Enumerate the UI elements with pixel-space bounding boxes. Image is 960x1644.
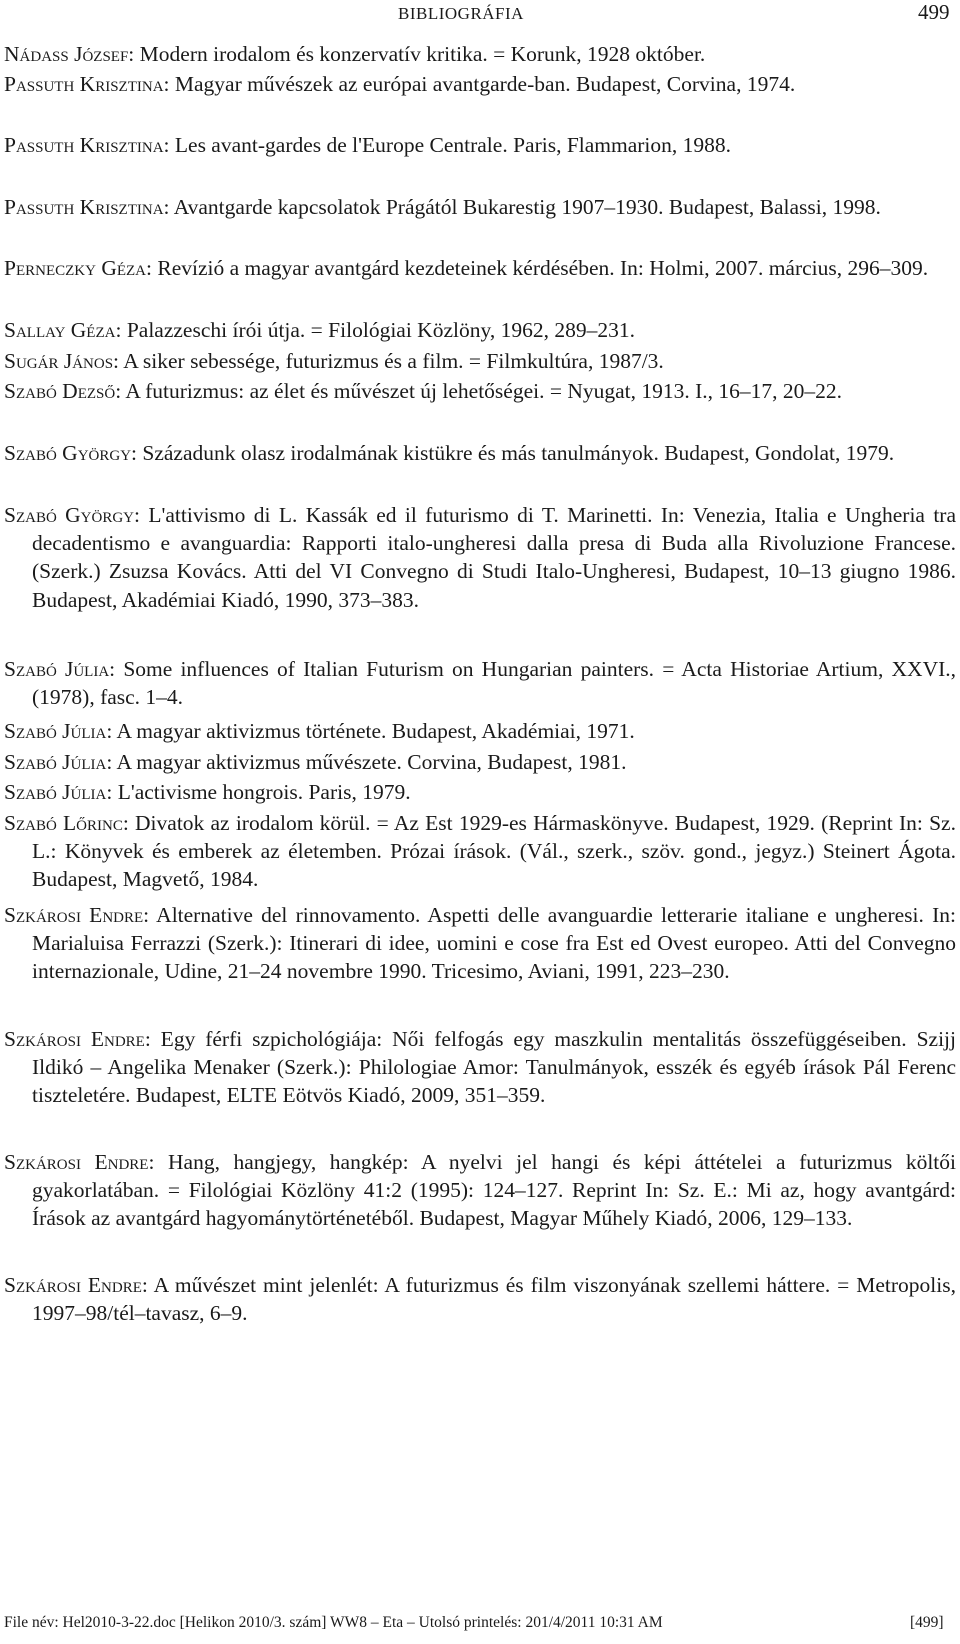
- bibliography-entry: [4, 131, 956, 159]
- entry-text: Divatok az irodalom körül. = Az Est 1929-es Hármaskönyve. Budapest, 1929. (Reprint In: Sz. L.: Könyvek és emberek az életemben. Prózai írások. (Vál., szerk., szöv. gond., jegyz.) Steinert Ágota. Budapest, Magvető, 1984.: [32, 811, 956, 892]
- bibliography-entry: [4, 778, 956, 806]
- bibliography-entry: [4, 809, 956, 894]
- bibliography-entry: [4, 70, 956, 98]
- entry-author: Passuth Krisztina:: [4, 195, 170, 219]
- entry-author: Szkárosi Endre:: [4, 903, 150, 927]
- entry-text: Hang, hangjegy, hangkép: A nyelvi jel hangi és képi áttételei a futurizmus költői gyakorlatában. = Filológiai Közlöny 41:2 (1995): 124–127. Reprint In: Sz. E.: Mi az, hogy avantgárd: Írások az avantgárd hagyománytörténetéből. Budapest, Magyar Műhely Kiadó, 2006, 129–133.: [32, 1150, 957, 1231]
- entry-author: Szkárosi Endre:: [4, 1150, 155, 1174]
- entry-author: Szkárosi Endre:: [4, 1027, 151, 1051]
- entry-text: Some influences of Italian Futurism on Hungarian painters. = Acta Historiae Artium, XXVI., (1978), fasc. 1–4.: [32, 657, 957, 710]
- entry-text: A művészet mint jelenlét: A futurizmus és film viszonyának szellemi háttere. = Metropolis, 1997–98/tél–tavasz, 6–9.: [32, 1273, 956, 1326]
- bibliography-entry: [4, 40, 956, 68]
- entry-text: Századunk olasz irodalmának kistükre és más tanulmányok. Budapest, Gondolat, 1979.: [137, 441, 895, 465]
- bibliography-entry: [4, 748, 956, 776]
- running-title: BIBLIOGRÁFIA: [398, 4, 524, 23]
- bibliography-entry: [4, 1271, 956, 1327]
- entry-text: Modern irodalom és konzervatív kritika. = Korunk, 1928 október.: [134, 42, 706, 66]
- bibliography-entry: [4, 254, 956, 282]
- entry-author: Passuth Krisztina:: [4, 72, 170, 96]
- entry-author: Perneczky Géza:: [4, 256, 152, 280]
- entry-author: Szabó Dezső:: [4, 379, 122, 403]
- entry-author: Szabó György:: [4, 503, 140, 527]
- bibliography-entry: [4, 193, 956, 221]
- entry-author: Szabó György:: [4, 441, 137, 465]
- bibliography-entry: [4, 901, 956, 986]
- bibliography-entry: [4, 439, 956, 467]
- entry-author: Nádass József:: [4, 42, 135, 66]
- entry-author: Szabó Júlia:: [4, 719, 113, 743]
- bibliography-entry: [4, 717, 956, 745]
- entry-text: Revízió a magyar avantgárd kezdeteinek kérdésében. In: Holmi, 2007. március, 296–309.: [152, 256, 929, 280]
- entry-author: Szabó Júlia:: [4, 780, 113, 804]
- entry-author: Passuth Krisztina:: [4, 133, 170, 157]
- bibliography-entry: [4, 501, 956, 614]
- bibliography-entry: [4, 377, 956, 405]
- entry-text: Avantgarde kapcsolatok Prágától Bukarestig 1907–1930. Budapest, Balassi, 1998.: [169, 195, 881, 219]
- entry-text: Magyar művészek az európai avantgarde-ban. Budapest, Corvina, 1974.: [169, 72, 796, 96]
- entry-author: Szabó Júlia:: [4, 657, 116, 681]
- entry-text: A futurizmus: az élet és művészet új lehetőségei. = Nyugat, 1913. I., 16–17, 20–22.: [121, 379, 843, 403]
- entry-text: A siker sebessége, futurizmus és a film. = Filmkultúra, 1987/3.: [119, 349, 664, 373]
- page-number: 499: [918, 0, 950, 24]
- bibliography-entry: [4, 1025, 956, 1110]
- entry-text: Egy férfi szpichológiája: Női felfogás egy maszkulin mentalitás összefüggéseiben. Szijj Ildikó – Angelika Menaker (Szerk.): Philologiae Amor: Tanulmányok, esszék és egyéb írások Pál Ferenc tiszteletére. Budapest, ELTE Eötvös Kiadó, 2009, 351–359.: [32, 1027, 956, 1108]
- entry-text: Les avant-gardes de l'Europe Centrale. Paris, Flammarion, 1988.: [169, 133, 732, 157]
- bibliography-entry: [4, 1148, 956, 1233]
- entry-text: Palazzeschi írói útja. = Filológiai Közlöny, 1962, 289–231.: [121, 318, 635, 342]
- entry-author: Szkárosi Endre:: [4, 1273, 148, 1297]
- entry-text: L'activisme hongrois. Paris, 1979.: [112, 780, 411, 804]
- entry-text: A magyar aktivizmus története. Budapest, Akadémiai, 1971.: [112, 719, 635, 743]
- entry-author: Sallay Géza:: [4, 318, 122, 342]
- page-footer: [0, 1614, 960, 1644]
- bibliography-entry: [4, 655, 956, 711]
- footer-file-info: File név: Hel2010-3-22.doc [Helikon 2010/3. szám] WW8 – Eta – Utolsó printelés: 201/4/2011 10:31 AM: [4, 1614, 663, 1631]
- entry-author: Szabó Lőrinc:: [4, 811, 129, 835]
- footer-page-ref: [499]: [910, 1614, 944, 1631]
- entry-author: Szabó Júlia:: [4, 750, 113, 774]
- entry-text: Alternative del rinnovamento. Aspetti delle avanguardie letterarie italiane e ungheresi. In: Marialuisa Ferrazzi (Szerk.): Itinerari di idee, uomini e cose fra Est ed Ovest europeo. Atti del Convegno internazionale, Udine, 21–24 novembre 1990. Tricesimo, Aviani, 1991, 223–230.: [32, 903, 956, 984]
- entry-text: L'attivismo di L. Kassák ed il futurismo di T. Marinetti. In: Venezia, Italia e Ungheria tra decadentismo e avanguardia: Rapporti italo-ungheresi dalla presa di Buda alla Rivoluzione Francese. (Szerk.) Zsuzsa Kovács. Atti del VI Convegno di Studi Italo-Ungheresi, Budapest, 10–13 giugno 1986. Budapest, Akadémiai Kiadó, 1990, 373–383.: [32, 503, 957, 612]
- entry-author: Sugár János:: [4, 349, 120, 373]
- entry-text: A magyar aktivizmus művészete. Corvina, Budapest, 1981.: [112, 750, 627, 774]
- bibliography-entry: [4, 316, 956, 344]
- page-header: [0, 0, 960, 30]
- bibliography-entry: [4, 347, 956, 375]
